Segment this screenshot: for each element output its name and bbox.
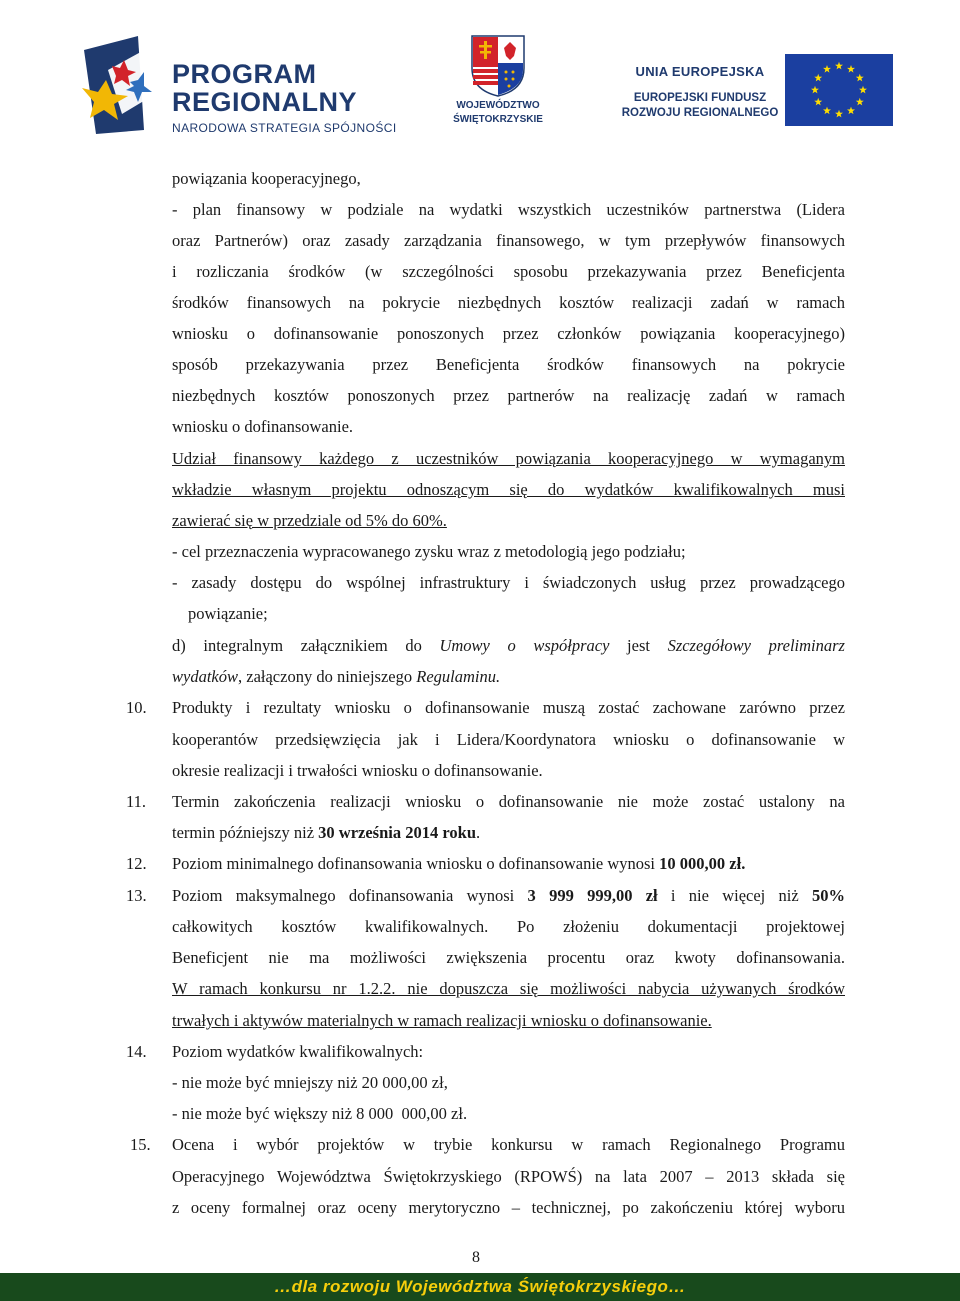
- page-header: [0, 0, 960, 140]
- body-line-underlined: zawierać się w przedziale od 5% do 60%.: [172, 511, 447, 530]
- text-span-italic: Umowy o współpracy: [439, 636, 610, 655]
- text-span: jest: [609, 636, 668, 655]
- text-span-bold: 30 września 2014 roku: [318, 823, 476, 842]
- text-span-bold: 10 000,00 zł.: [659, 854, 746, 873]
- eu-line1: UNIA EUROPEJSKA: [635, 64, 765, 79]
- item-line: Operacyjnego Województwa Świętokrzyskiego (RPOWŚ) na lata 2007 – 2013 składa się: [172, 1167, 845, 1186]
- body-line: wniosku o dofinansowanie.: [172, 417, 354, 436]
- text-span-italic: wydatków: [172, 667, 238, 686]
- item-number: 13.: [126, 886, 147, 905]
- item-line-underlined: trwałych i aktywów materialnych w ramach realizacji wniosku o dofinansowanie.: [172, 1011, 712, 1030]
- eu-line2: EUROPEJSKI FUNDUSZ: [633, 92, 767, 104]
- body-line: sposób przekazywania przez Beneficjenta środków finansowych na pokrycie: [172, 355, 845, 374]
- body-line: powiązanie;: [188, 604, 268, 623]
- eu-flag-icon: [785, 54, 893, 126]
- item-line: Poziom wydatków kwalifikowalnych:: [172, 1042, 424, 1061]
- text-span: i nie więcej niż: [657, 886, 812, 905]
- item-number: 10.: [126, 698, 147, 717]
- voivodeship-emblem: [448, 30, 548, 130]
- item-line: Termin zakończenia realizacji wniosku o dofinansowanie nie może zostać ustalony na: [172, 792, 845, 811]
- item-line: okresie realizacji i trwałości wniosku o dofinansowanie.: [172, 761, 543, 780]
- coat-of-arms-icon: [470, 34, 526, 98]
- text-span: Poziom minimalnego dofinansowania wniosku o dofinansowanie wynosi: [172, 854, 660, 873]
- text-span: , załączony do niniejszego: [238, 667, 417, 686]
- body-line: - plan finansowy w podziale na wydatki wszystkich uczestników partnerstwa (Lidera: [172, 200, 845, 219]
- item-number: 12.: [126, 854, 147, 873]
- body-line-underlined: wkładzie własnym projektu odnoszącym się do wydatków kwalifikowalnych musi: [172, 480, 845, 499]
- text-span: .: [476, 823, 481, 842]
- eu-fund-title: [600, 64, 800, 121]
- program-line3: NARODOWA STRATEGIA SPÓJNOŚCI: [172, 121, 397, 135]
- body-line-underlined: Udział finansowy każdego z uczestników powiązania kooperacyjnego w wymaganym: [172, 449, 845, 468]
- body-line: [172, 666, 845, 688]
- text-span-bold: 3 999 999,00 zł: [527, 886, 658, 905]
- body-line: środków finansowych na pokrycie niezbędnych kosztów realizacji zadań w ramach: [172, 293, 845, 312]
- body-line: oraz Partnerów) oraz zasady zarządzania finansowego, w tym przepływów finansowych: [172, 231, 845, 250]
- text-span-bold: 50%: [811, 886, 845, 905]
- body-line: powiązania kooperacyjnego,: [172, 169, 361, 188]
- item-line: Ocena i wybór projektów w trybie konkursu w ramach Regionalnego Programu: [172, 1135, 845, 1154]
- item-line-underlined: W ramach konkursu nr 1.2.2. nie dopuszcza się możliwości nabycia używanych środków: [172, 979, 845, 998]
- footer-slogan: …dla rozwoju Województwa Świętokrzyskiego…: [0, 1273, 960, 1301]
- item-line: - nie może być mniejszy niż 20 000,00 zł,: [172, 1073, 448, 1092]
- item-line: Beneficjent nie ma możliwości zwiększenia procentu oraz kwoty dofinansowania.: [172, 948, 845, 967]
- item-line: z oceny formalnej oraz oceny merytoryczno – technicznej, po zakończeniu której wyboru: [172, 1198, 845, 1217]
- body-line: wniosku o dofinansowanie ponoszonych przez członków powiązania kooperacyjnego): [172, 324, 845, 343]
- voivodeship-line2: ŚWIĘTOKRZYSKIE: [453, 114, 543, 125]
- voivodeship-line1: WOJEWÓDZTWO: [456, 100, 540, 111]
- item-number: 14.: [126, 1042, 147, 1061]
- body-line: [172, 635, 845, 657]
- item-line: kooperantów przedsięwzięcia jak i Lidera/Koordynatora wniosku o dofinansowanie w: [172, 730, 845, 749]
- program-regionalny-logo-icon: [78, 30, 168, 135]
- eu-line3: ROZWOJU REGIONALNEGO: [621, 107, 779, 119]
- item-line: Produkty i rezultaty wniosku o dofinansowanie muszą zostać zachowane zarówno przez: [172, 698, 845, 717]
- item-line: [172, 853, 845, 875]
- program-regionalny-title: [172, 60, 397, 135]
- body-line: - cel przeznaczenia wypracowanego zysku wraz z metodologią jego podziału;: [172, 542, 686, 561]
- item-line: - nie może być większy niż 8 000 000,00 zł.: [172, 1104, 468, 1123]
- text-span-italic: Regulaminu.: [416, 667, 501, 686]
- item-line: [172, 885, 845, 907]
- program-line2: REGIONALNY: [172, 87, 358, 117]
- text-span: Poziom maksymalnego dofinansowania wynosi: [172, 886, 528, 905]
- page-number: 8: [472, 1249, 480, 1266]
- text-span-italic: Szczegółowy preliminarz: [667, 636, 845, 655]
- item-line: całkowitych kosztów kwalifikowalnych. Po złożeniu dokumentacji projektowej: [172, 917, 845, 936]
- body-line: niezbędnych kosztów ponoszonych przez partnerów na realizację zadań w ramach: [172, 386, 845, 405]
- program-line1: PROGRAM: [172, 59, 317, 89]
- text-span: termin późniejszy niż: [172, 823, 319, 842]
- item-line: [172, 822, 845, 844]
- item-number: 11.: [126, 792, 147, 811]
- text-span: d) integralnym załącznikiem do: [172, 636, 440, 655]
- item-number: 15.: [130, 1135, 151, 1154]
- body-line: - zasady dostępu do wspólnej infrastruktury i świadczonych usług przez prowadzącego: [172, 573, 845, 592]
- body-line: i rozliczania środków (w szczególności sposobu przekazywania przez Beneficjenta: [172, 262, 845, 281]
